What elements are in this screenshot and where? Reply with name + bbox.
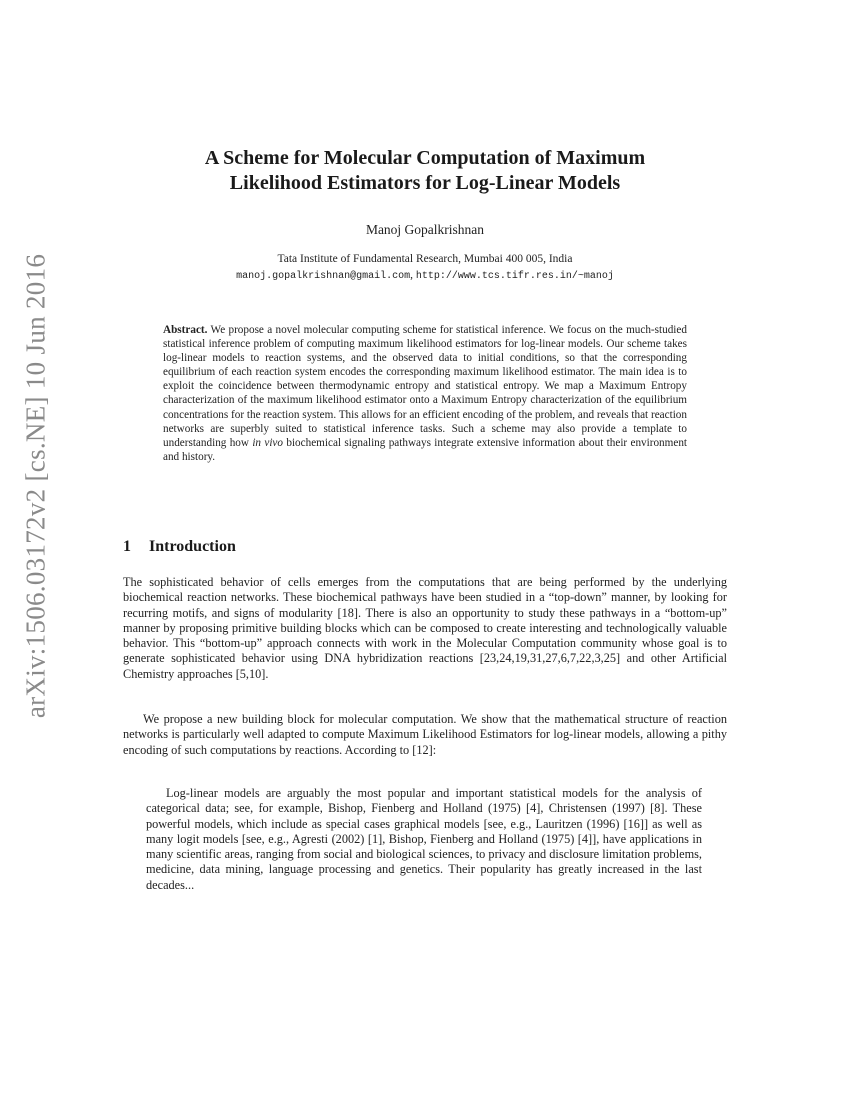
author-url[interactable]: http://www.tcs.tifr.res.in/~manoj <box>415 271 614 282</box>
block-quote: Log-linear models are arguably the most popular and important statistical models for the analysis of categorical data; see, for example, Bishop, Fienberg and Holland (1975) [4], Christensen (1997) [8]. These powerful models, which include as special cases graphical models [see, e.g., Lauritzen (1996) [16]] as well as many logit models [see, e.g., Agresti (2002) [1], Bishop, Fienberg and Holland (1975) [4]], have applications in many scientific areas, ranging from social and biological sciences, to privacy and disclosure limitation problems, medicine, data mining, language processing and genetics. Their popularity has greatly increased in the last decades... <box>146 786 702 892</box>
intro-paragraph-1: The sophisticated behavior of cells emerges from the computations that are being performed by the underlying biochemical reaction networks. These biochemical pathways have been studied in a “top-down” manner, by looking for recurring motifs, and signs of modularity [18]. There is also an opportunity to study these pathways in a “bottom-up” manner by proposing primitive building blocks which can be composed to create interesting and technologically valuable behavior. This “bottom-up” approach connects with work in the Molecular Computation community whose goal is to generate sophisticated behavior using DNA hybridization reactions [23,24,19,31,27,6,7,22,3,25] and other Artificial Chemistry approaches [5,10]. <box>123 575 727 681</box>
abstract-text-end: biochemical signaling pathways integrate extensive information about their environment and history. <box>163 436 688 463</box>
section-title: Introduction <box>149 538 236 555</box>
contact-line: manoj.gopalkrishnan@gmail.com, http://www.tcs.tifr.res.in/~manoj <box>236 269 614 282</box>
abstract <box>163 323 687 464</box>
arxiv-id: arXiv:1506.03172v2 [cs.NE] 10 Jun 2016 <box>20 253 51 719</box>
section-number: 1 <box>123 538 131 555</box>
intro-paragraph-2: We propose a new building block for molecular computation. We show that the mathematical structure of reaction networks is particularly well adapted to compute Maximum Likelihood Estimators for log-linear models, allowing a pithy encoding of such computations by reactions. According to [12]: <box>123 712 727 757</box>
paper-title <box>150 146 700 196</box>
author-email[interactable]: manoj.gopalkrishnan@gmail.com <box>236 271 411 282</box>
abstract-italic-term: in vivo <box>252 436 283 449</box>
affiliation-block <box>150 251 700 285</box>
abstract-text: We propose a novel molecular computing scheme for statistical inference. We focus on the much-studied statistical inference problem of computing maximum likelihood estimators for log-linear models. Our scheme takes log-linear models to reaction systems, and the observed data to initial conditions, so that the corresponding equilibrium of each reaction system encodes the corresponding maximum likelihood estimator. The main idea is to exploit the coincidence between thermodynamic entropy and statistical entropy. We map a Maximum Entropy characterization of the maximum likelihood estimator onto a Maximum Entropy characterization of the equilibrium concentrations for the reaction system. This allows for an efficient encoding of the problem, and reveals that reaction networks are superbly suited to statistical inference tasks. Such a scheme may also provide a template to understanding how <box>163 324 687 449</box>
section-heading-introduction <box>123 538 236 556</box>
affiliation: Tata Institute of Fundamental Research, Mumbai 400 005, India <box>277 253 573 265</box>
abstract-label: Abstract. <box>163 324 208 336</box>
title-line-1: A Scheme for Molecular Computation of Maximum <box>204 147 646 169</box>
author-name: Manoj Gopalkrishnan <box>365 222 485 237</box>
title-line-2: Likelihood Estimators for Log-Linear Models <box>229 172 621 194</box>
